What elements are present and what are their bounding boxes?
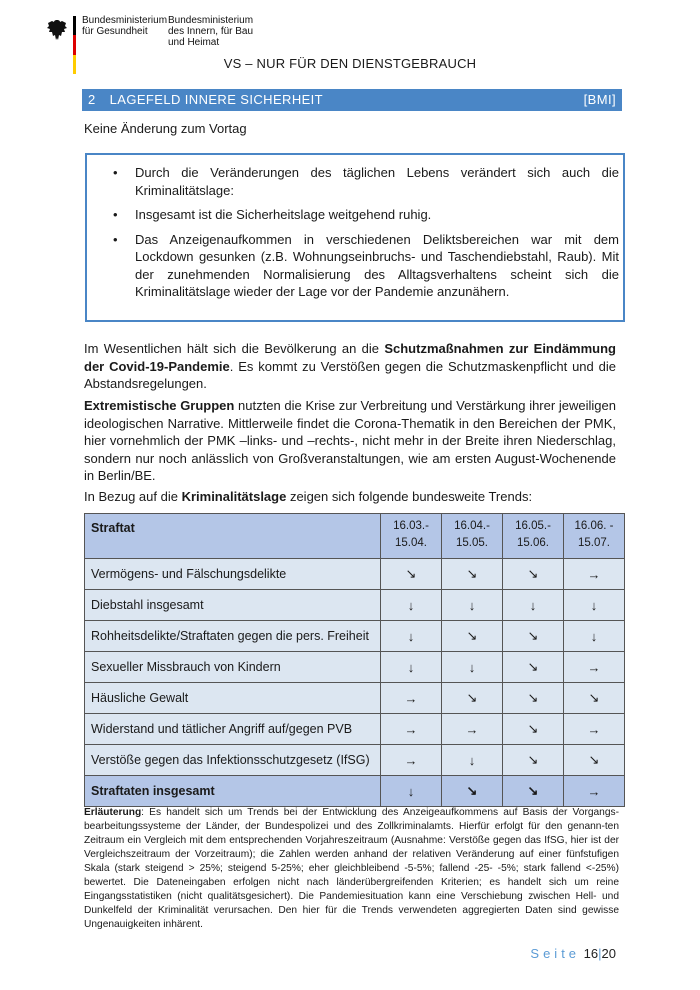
table-header-row: [85, 514, 625, 559]
trend-arrow: ↓: [442, 745, 503, 776]
trend-arrow: ↓: [503, 590, 564, 621]
trend-arrow: ↓: [564, 590, 625, 621]
text: In Bezug auf die: [84, 489, 182, 504]
trend-arrow: ↘: [564, 745, 625, 776]
offense-label: Widerstand und tätlicher Angriff auf/gegen PVB: [85, 714, 381, 745]
trend-arrow: →: [381, 745, 442, 776]
column-header-offense: Straftat: [85, 514, 381, 559]
page-number: 16: [583, 946, 599, 961]
offense-label: Häusliche Gewalt: [85, 683, 381, 714]
trend-arrow: →: [564, 776, 625, 807]
trend-arrow: ↘: [442, 621, 503, 652]
column-header-period: [503, 514, 564, 559]
text: : Es handelt sich um Trends bei der Entwicklung des Anzeigeaufkommens auf Basis der Vorgangs-bearbeitungssysteme der Länder, der Bundespolizei und des Zollkriminalamts. Hierfür erfolgt für den genann-ten Zeitraum ein Vergleich mit dem entsprechenden Vorjahreszeitraum (Ausnahme: Verstöße gegen das IfSG, hier ist der Vergleichszeitraum der Vorzeitraum); die Zahlen werden anhand der relativen Veränderung auf einer fünfstufigen Skala (stark steigend > 25%; steigend 5-25%; eher gleichbleibend -5-5%; fallend -25- -5%; stark fallend <-25%) bewertet. Die Dateneingaben erfolgen nicht nach länderübergreifenden Kriterien; es handelt sich um reine Eingangsstatistiken (nicht qualitätsgesichert). Die Pandemiesituation kann eine Verschiebung zwischen Hell- und Dunkelfeld der Kriminalität verursachen. Den hier für die Trends verwendeten aggregierten Daten sind gewisse Ungenauigkeiten inhärent.: [84, 807, 619, 930]
period-text: 15.04.: [395, 537, 427, 549]
trend-arrow: ↘: [564, 683, 625, 714]
period-text: 16.04.-: [454, 520, 490, 532]
trend-arrow: ↘: [503, 714, 564, 745]
trend-arrow: ↘: [503, 683, 564, 714]
trend-arrow: →: [442, 714, 503, 745]
trend-arrow: ↘: [503, 559, 564, 590]
trend-arrow: ↘: [503, 621, 564, 652]
trend-arrow: ↘: [442, 683, 503, 714]
section-number: 2: [88, 92, 96, 107]
bold-text: Erläuterung: [84, 807, 142, 818]
summary-list: [111, 164, 619, 308]
table-row: [85, 621, 625, 652]
trend-arrow: →: [564, 652, 625, 683]
text: Im Wesentlichen hält sich die Bevölkerung an die: [84, 341, 385, 356]
trend-arrow: ↓: [442, 652, 503, 683]
crime-trends-table: [84, 513, 625, 807]
table-row-total: [85, 776, 625, 807]
trend-arrow: ↘: [503, 776, 564, 807]
period-text: 15.07.: [578, 537, 610, 549]
paragraph-measures: [84, 340, 616, 393]
page-total: 20: [601, 946, 616, 961]
summary-box: [85, 153, 625, 322]
page-footer: [530, 946, 616, 961]
trend-arrow: ↓: [381, 621, 442, 652]
offense-label: Diebstahl insgesamt: [85, 590, 381, 621]
trend-arrow: ↘: [442, 776, 503, 807]
classification-label: VS – NUR FÜR DEN DIENSTGEBRAUCH: [223, 56, 477, 71]
federal-eagle-icon: [46, 18, 68, 42]
summary-bullet: • Insgesamt ist die Sicherheitslage weitgehend ruhig.: [111, 206, 619, 224]
summary-bullet: • Durch die Veränderungen des täglichen Lebens verändert sich auch die Kriminalitätslage:: [111, 164, 619, 199]
period-text: 16.06. -: [574, 520, 614, 532]
trend-arrow: ↓: [442, 590, 503, 621]
column-header-period: [381, 514, 442, 559]
trend-arrow: ↓: [381, 776, 442, 807]
table-row: [85, 714, 625, 745]
trend-arrow: ↘: [503, 745, 564, 776]
bold-text: Kriminalitätslage: [181, 489, 287, 504]
table-row: [85, 590, 625, 621]
table-row: [85, 745, 625, 776]
column-header-period: [442, 514, 503, 559]
period-text: 15.05.: [456, 537, 488, 549]
period-text: 15.06.: [517, 537, 549, 549]
text: nutzten die Krise zur Verbreitung und Verstärkung ihrer jeweiligen ideologischen Narrative. Mittlerweile findet die Corona-Thematik in den Bereichen der PMK, hier vornehmlich der PMK –links- und –rechts-, nicht mehr in der Breite ihren Niederschlag, sondern nur noch anlässlich von Großveranstaltungen, wie am ersten August-Wochenende in Berlin/BE.: [84, 398, 616, 483]
explanation-note: [84, 806, 619, 932]
page-separator: |: [598, 946, 602, 961]
table-row: [85, 652, 625, 683]
section-heading: [82, 89, 622, 111]
no-change-note: Keine Änderung zum Vortag: [84, 121, 247, 136]
trend-arrow: ↘: [503, 652, 564, 683]
trend-arrow: ↓: [564, 621, 625, 652]
period-text: 16.03.-: [393, 520, 429, 532]
page-label: Seite: [530, 946, 581, 961]
trend-arrow: ↓: [381, 590, 442, 621]
period-text: 16.05.-: [515, 520, 551, 532]
trend-arrow: →: [381, 683, 442, 714]
bold-text: Extremistische Gruppen: [84, 398, 235, 413]
table-row: [85, 683, 625, 714]
ministry-interior: Bundesministerium des Innern, für Bau und Heimat: [168, 15, 254, 48]
paragraph-trends-intro: [84, 488, 616, 506]
trend-arrow: →: [381, 714, 442, 745]
trend-arrow: →: [564, 559, 625, 590]
offense-label: Rohheitsdelikte/Straftaten gegen die pers. Freiheit: [85, 621, 381, 652]
ministry-health: Bundesministerium für Gesundheit: [82, 15, 168, 37]
text: zeigen sich folgende bundesweite Trends:: [286, 489, 533, 504]
offense-label: Straftaten insgesamt: [85, 776, 381, 807]
offense-label: Sexueller Missbrauch von Kindern: [85, 652, 381, 683]
trend-arrow: ↓: [381, 652, 442, 683]
summary-bullet: • Das Anzeigenaufkommen in verschiedenen Deliktsbereichen war mit dem Lockdown gesunken (z.B. Wohnungseinbruchs- und Taschendiebstahl, Raub). Mit der zunehmenden Normalisierung des Alltagsverhaltens scheint sich die Kriminalitätslage wieder der Lage vor der Pandemie anzunähern.: [111, 231, 619, 301]
section-tag: [BMI]: [583, 92, 616, 107]
text: . Es kommt zu Verstößen gegen die Schutzmaskenpflicht und die Abstandsregelungen.: [84, 358, 616, 391]
paragraph-extremism: [84, 397, 616, 485]
table-row: [85, 559, 625, 590]
offense-label: Vermögens- und Fälschungsdelikte: [85, 559, 381, 590]
bold-text: Schutzmaßnahmen zur Eindämmung der Covid-19-Pandemie: [84, 341, 616, 374]
trend-arrow: ↘: [381, 559, 442, 590]
column-header-period: [564, 514, 625, 559]
trend-arrow: →: [564, 714, 625, 745]
trend-arrow: ↘: [442, 559, 503, 590]
section-title: LAGEFELD INNERE SICHERHEIT: [109, 92, 324, 107]
offense-label: Verstöße gegen das Infektionsschutzgesetz (IfSG): [85, 745, 381, 776]
